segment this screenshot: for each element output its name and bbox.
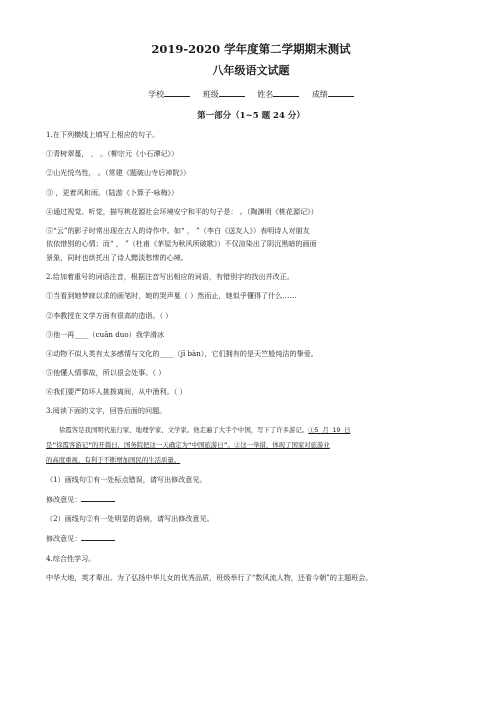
- name-field: 姓名: [257, 90, 299, 99]
- question-2-item: ⑤他懂人情事故，所以很会处事。（ ）: [46, 368, 166, 378]
- question-1-item: ①青树翠蔓， ， 。（柳宗元《小石潭记》）: [46, 149, 179, 159]
- underlined-sentence-1: ①5 月 19 日: [308, 425, 351, 434]
- question-2-item: ④动物不似人类有太多感情与文化的____（jī bàn），它们拥有的是天竺般纯洁的挚爱。: [46, 348, 318, 358]
- question-3-sub-1: （1）画线句①有一处标点错误，请写出修改意见。: [46, 474, 207, 484]
- question-1-stem: 1.在下列横线上填写上相应的句子。: [46, 130, 160, 139]
- question-2-stem: 2.给加着重号的词语注音，根据注音写出相应的词语，有错别字的找出并改正。: [46, 272, 294, 282]
- score-blank: [328, 88, 354, 97]
- question-4-line: 中华大地，英才辈出。为了弘扬中华儿女的优秀品质，班级举行了“数风流人物，还看今朝”的主题班会。: [46, 572, 373, 582]
- underlined-sentence-1: 是“徐霞客游记”的开篇日，国务院把这一天确定为“中国旅游日”。: [46, 440, 234, 449]
- class-blank: [219, 88, 245, 97]
- question-1-item: ③ ，更着风和雨。（陆游《卜算子·咏梅》）: [46, 187, 179, 197]
- question-1-item: ⑤“云”的影子时常出现在古人的诗作中。如“ ， ”（李白《送友人》）表明诗人对朋友: [46, 225, 310, 235]
- class-field: 班级: [203, 90, 245, 99]
- question-1-item: ②山光悦鸟性， 。（常建《题破山寺后禅院》）: [46, 168, 191, 178]
- reading-passage-line: [46, 456, 456, 465]
- question-2-item: ③他一再____（cuān duo）我学滑冰: [46, 329, 165, 339]
- question-3-sub-2: （2）画线句②有一处明显的语病，请写出修改意见。: [46, 514, 214, 524]
- question-2-item: ①当看到她梦寐以求的画笔时，她的哭声戛（ ）然而止，她似乎懂得了什么……: [46, 291, 297, 301]
- question-2-item: ⑥我们要严防坏人挑拨离间，从中渔利。（ ）: [46, 387, 187, 397]
- underlined-sentence-2: 的高度重视，有利于不断增加国民的生活质量。: [46, 455, 181, 464]
- question-3-stem: 3.阅读下面的文字，回答后面的问题。: [46, 406, 167, 416]
- reading-passage-line: 徐霞客是我国明代旅行家、地理学家、文学家。他走遍了大半个中国，写下了许多游记。①5 月 19 日: [59, 425, 351, 434]
- question-3-answer-2: 修改意见：: [46, 533, 456, 543]
- answer-2-blank: [81, 533, 115, 541]
- underlined-sentence-2: ②这一举措，体现了国家对旅游业: [233, 440, 330, 449]
- question-4-stem: 4.综合性学习。: [46, 553, 96, 563]
- school-field: 学校: [148, 90, 190, 99]
- question-1-item: 景象，同时也烘托出了诗人黯淡愁惨的心境。: [46, 252, 188, 262]
- reading-passage-line: [46, 441, 456, 450]
- exam-title: 2019-2020 学年度第二学期期末测试: [151, 42, 351, 56]
- school-blank: [164, 88, 190, 97]
- section-title: 第一部分（1~5 题 24 分）: [197, 111, 305, 121]
- answer-1-blank: [81, 494, 115, 502]
- exam-subtitle: 八年级语文试题: [212, 64, 290, 77]
- name-blank: [273, 88, 299, 97]
- question-1-item: 依依惜别的心情；而“ ， ”（杜甫《茅屋为秋风所破歌》）不仅渲染出了阴沉黑暗的画面: [46, 239, 317, 249]
- score-field: 成绩: [312, 90, 354, 99]
- question-1-item: ④通过视觉、听觉，描写桃花源社会环境安宁和平的句子是： 。（陶渊明《桃花源记》）: [46, 206, 318, 216]
- question-3-answer-1: 修改意见：: [46, 494, 456, 504]
- question-2-item: ②李教授在文学方面有很高的造诣。（ ）: [46, 310, 173, 320]
- student-info-row: [46, 88, 456, 101]
